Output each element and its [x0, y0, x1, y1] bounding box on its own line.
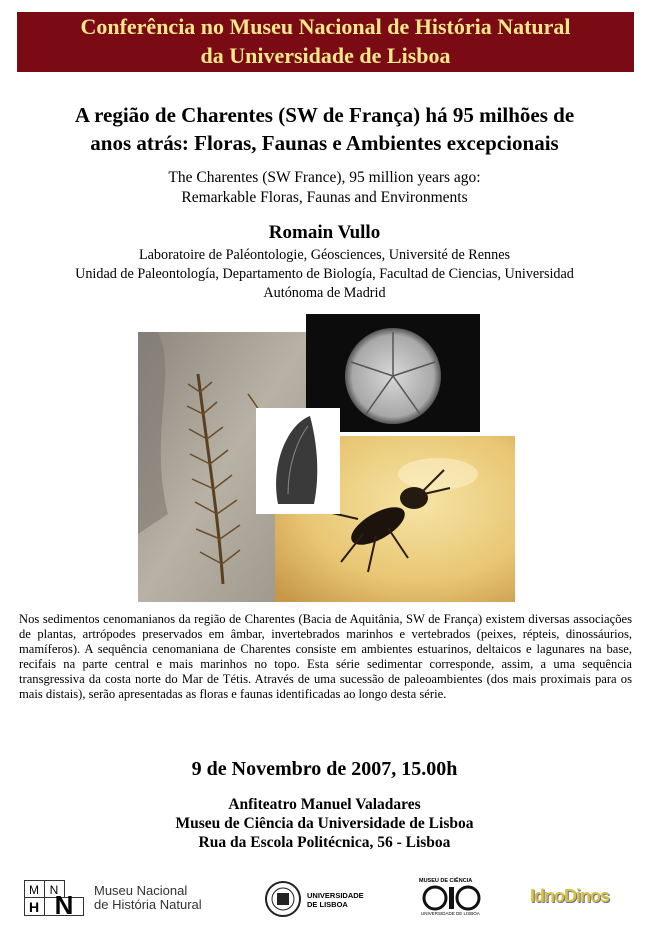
event-venue: [0, 795, 649, 852]
university-lisbon-text: [307, 891, 364, 909]
talk-subtitle-line-1: The Charentes (SW France), 95 million years ago:: [168, 169, 481, 186]
fossil-photo-collage: [138, 314, 515, 602]
talk-title-line-2: anos atrás: Floras, Faunas e Ambientes excepcionais: [90, 131, 559, 155]
header-line-1: Conferência no Museu Nacional de História Natural: [80, 14, 571, 39]
header-banner: [17, 12, 634, 72]
event-date: 9 de Novembro de 2007, 15.00h: [191, 758, 458, 780]
fossil-collage-image: [138, 314, 515, 602]
mnhn-letter-m: M: [29, 883, 39, 897]
mnhn-letter-h: H: [28, 899, 40, 915]
science-museum-logo-bottom-text: UNIVERSIDADE DE LISBOA: [421, 911, 480, 916]
venue-room: Anfiteatro Manuel Valadares: [228, 796, 421, 813]
speaker-name: Romain Vullo: [268, 222, 381, 243]
talk-subtitle: [0, 168, 649, 208]
header-line-2: da Universidade de Lisboa: [200, 43, 451, 68]
sponsor-logos: [0, 872, 649, 922]
dinosaur-tooth-photo: [256, 408, 340, 514]
mnhn-letter-n1: N: [49, 883, 59, 897]
affiliation-madrid-line-1: Unidad de Paleontología, Departamento de Biología, Facultad de Ciencias, Universidad: [75, 266, 574, 282]
ul-line-1: UNIVERSIDADE: [307, 891, 364, 900]
mnhn-logo-text: [94, 884, 202, 912]
speaker-affiliations: [0, 246, 649, 303]
mnhn-logo-mark: [24, 880, 84, 916]
venue-museum: Museu de Ciência da Universidade de Lisboa: [175, 815, 474, 832]
talk-title: [0, 101, 649, 157]
dino-logo: IdnoDinos: [530, 886, 609, 906]
mnhn-line-2: de História Natural: [94, 897, 202, 912]
affiliation-rennes: Laboratoire de Paléontologie, Géosciences, Université de Rennes: [138, 247, 511, 263]
mnhn-letter-n2: N: [54, 890, 74, 916]
abstract-text: Nos sedimentos cenomanianos da região de Charentes (Bacia de Aquitânia, SW de França) existem diversas associações de plantas, artrópodes preservados em âmbar, invertebrados marinhos e vertebrados (peixes, répteis, dinossáurios, mamíferos). A sequência cenomaniana de Charentes consiste em ambientes estuarinos, deltaicos e lagunares na base, recifais na parte central e mais marinhos no topo. Esta série sedimentar corresponde, assim, a uma sequência transgressiva da costa norte do Mar de Tétis. Através de uma sucessão de paleoambientes (dos mais proximais para os mais distais), serão apresentadas as floras e faunas identificadas ao longo desta série.: [19, 612, 632, 702]
talk-subtitle-line-2: Remarkable Floras, Faunas and Environments: [181, 189, 468, 206]
talk-title-line-1: A região de Charentes (SW de França) há 95 milhões de: [74, 103, 575, 127]
ul-line-2: DE LISBOA: [307, 900, 348, 909]
science-museum-logo-top-text: MUSEU DE CIÊNCIA: [419, 878, 473, 884]
university-seal-icon: [264, 880, 302, 918]
affiliation-madrid-line-2: Autónoma de Madrid: [263, 285, 386, 301]
venue-address: Rua da Escola Politécnica, 56 - Lisboa: [198, 834, 451, 851]
science-museum-logo-icon: [422, 885, 482, 911]
mnhn-line-1: Museu Nacional: [94, 883, 188, 898]
